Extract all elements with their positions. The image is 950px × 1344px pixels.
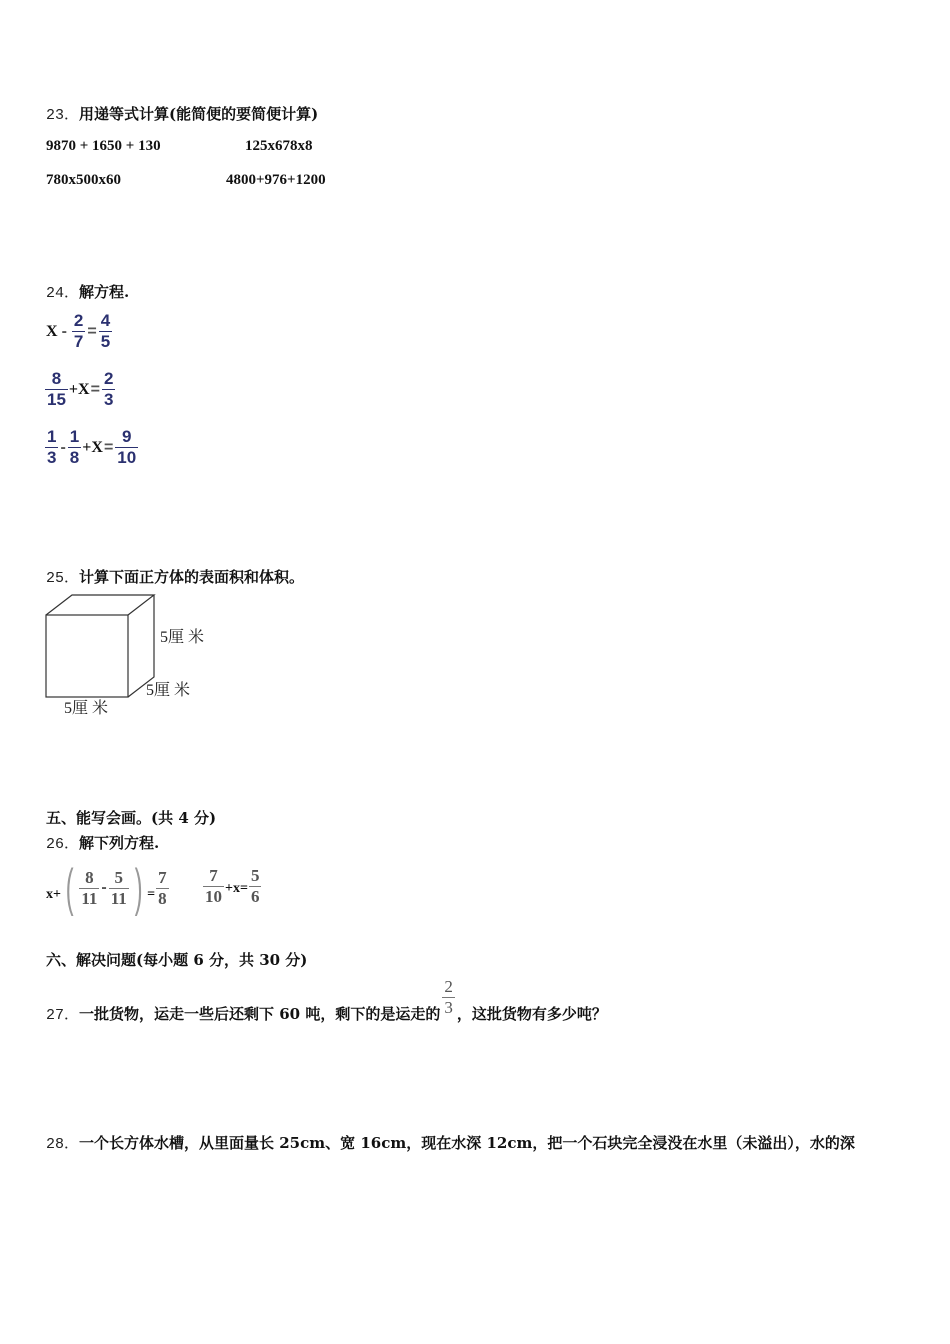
fraction: $\frac{2}{3}$ [103, 369, 114, 409]
minus-sign: - [61, 322, 67, 340]
fraction: $\frac{9}{10}$ [117, 427, 137, 467]
cube-top-face [46, 595, 154, 615]
fraction: $\frac{8}{15}$ [47, 369, 66, 409]
equals-sign: = [147, 887, 156, 902]
fraction: $\frac{1}{3}$ [47, 427, 57, 467]
fraction: $\frac{4}{5}$ [100, 311, 111, 351]
expression-1: 9870 + 1650 + 130 [46, 138, 161, 154]
question-text: 一批货物，运走一些后还剩下 60 吨，剩下的是运走的 [79, 1005, 441, 1023]
section-5-title: 五、能写会画。(共 4 分) [46, 809, 217, 827]
variable-x: X [78, 380, 90, 398]
x-plus: x+ [46, 887, 61, 902]
plus-sign: + [82, 438, 92, 456]
question-28 [46, 1132, 855, 1153]
equation-3 [44, 427, 139, 468]
cube-depth-label: 5厘 米 [146, 682, 191, 699]
cube-height-label: 5厘 米 [160, 629, 205, 646]
equation-1 [46, 311, 113, 352]
fraction: $\frac{2}{3}$ [444, 977, 453, 1017]
question-number: 28． [46, 1136, 80, 1153]
fraction: $\frac{1}{8}$ [69, 427, 80, 467]
minus-sign: - [101, 879, 107, 896]
variable-x: X [46, 322, 58, 340]
fraction: $\frac{5}{11}$ [110, 867, 127, 908]
question-text-continued: ，这批货物有多少吨？ [456, 1005, 607, 1023]
cube-width-label: 5厘 米 [64, 700, 109, 717]
question-text: 一个长方体水槽，从里面量长 25cm、宽 16cm，现在水深 12cm，把一个石块完全浸没在水里（未溢出），水的深 [79, 1134, 855, 1152]
equals-sign: = [87, 322, 97, 340]
equals-sign: = [103, 438, 114, 456]
plus-x-equals: +x= [225, 880, 248, 896]
equation-q26-2 [202, 866, 262, 907]
fraction: $\frac{7}{8}$ [158, 867, 167, 908]
plus-sign: + [68, 380, 79, 398]
question-25 [46, 566, 304, 587]
expression-2: 125x678x8 [245, 138, 313, 154]
question-text: 解方程. [79, 283, 130, 301]
question-24 [46, 281, 129, 302]
question-text: 计算下面正方体的表面积和体积。 [79, 568, 305, 586]
cube-front-face [46, 615, 128, 697]
question-23 [46, 103, 318, 124]
fraction: $\frac{7}{10}$ [205, 866, 222, 906]
expression-4: 4800+976+1200 [226, 172, 326, 188]
fraction: $\frac{8}{11}$ [81, 867, 98, 908]
question-27 [46, 971, 607, 1024]
question-text: 解下列方程. [79, 834, 160, 852]
right-parenthesis: ) [134, 859, 143, 917]
question-text: 用递等式计算(能简便的要简便计算) [79, 105, 319, 123]
variable-x: X [91, 438, 103, 456]
equation-q26-1 [46, 859, 170, 917]
equals-sign: = [90, 380, 100, 398]
fraction: $\frac{2}{7}$ [73, 311, 84, 351]
question-26 [46, 832, 159, 853]
minus-sign: - [60, 438, 66, 456]
question-number: 26． [46, 836, 80, 853]
question-number: 24． [46, 285, 80, 302]
fraction: $\frac{5}{6}$ [250, 866, 260, 906]
question-number: 27． [46, 1007, 80, 1024]
cube-diagram [40, 590, 220, 720]
question-number: 23． [46, 107, 80, 124]
left-parenthesis: ( [65, 859, 74, 917]
expression-3: 780x500x60 [46, 172, 121, 188]
section-6-title: 六、解决问题(每小题 6 分，共 30 分) [46, 951, 308, 969]
question-number: 25． [46, 570, 80, 587]
equation-2 [44, 369, 116, 410]
